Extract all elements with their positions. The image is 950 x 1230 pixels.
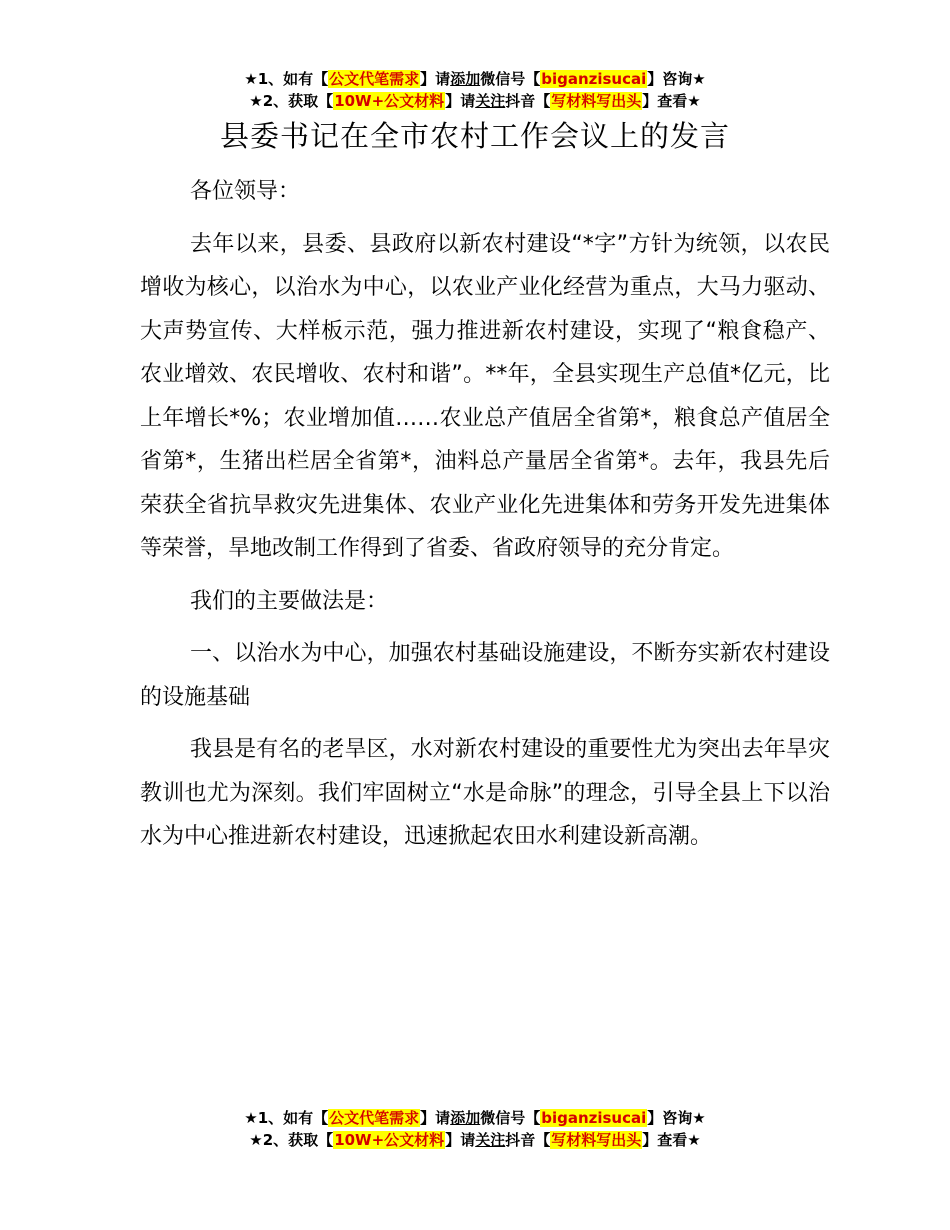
promo-underline: 关注: [475, 92, 506, 110]
promo-text: ★1、如有【: [244, 70, 329, 88]
promo-underline: 添加: [450, 70, 481, 88]
paragraph: 我县是有名的老旱区，水对新农村建设的重要性尤为突出去年旱灾教训也尤为深刻。我们牢固树立“水是命脉”的理念，引导全县上下以治水为中心推进新农村建设，迅速掀起农田水利建设新高潮。: [140, 737, 830, 849]
salutation: 各位领导：: [190, 179, 301, 204]
promo-text: 微信号【: [480, 1109, 541, 1127]
promo-highlight: 公文代笔需求: [329, 70, 420, 88]
promo-text: 】查看★: [642, 1131, 701, 1149]
promo-text: ★2、获取【: [249, 92, 334, 110]
promo-line-1: [0, 68, 950, 90]
promo-highlight: 写材料写出头: [551, 92, 642, 110]
promo-line-1: [0, 1107, 950, 1129]
document-title: 县委书记在全市农村工作会议上的发言: [219, 119, 730, 153]
promo-line-2: [0, 90, 950, 112]
promo-text: 】请: [420, 70, 451, 88]
promo-text: 】咨询★: [647, 1109, 706, 1127]
promo-text: ★2、获取【: [249, 1131, 334, 1149]
footer-promo-banner: [0, 1107, 950, 1151]
promo-highlight: biganzisucai: [541, 1109, 647, 1127]
promo-highlight: 公文代笔需求: [329, 1109, 420, 1127]
promo-text: ★1、如有【: [244, 1109, 329, 1127]
paragraph: 我们的主要做法是：: [190, 588, 389, 614]
promo-text: 】咨询★: [647, 70, 706, 88]
promo-text: 】请: [445, 92, 476, 110]
promo-text: 抖音【: [505, 92, 551, 110]
promo-highlight: 10W+公文材料: [334, 1131, 445, 1149]
promo-highlight: 写材料写出头: [551, 1131, 642, 1149]
promo-highlight: biganzisucai: [541, 70, 647, 88]
document-body: [140, 170, 830, 868]
promo-text: 】请: [420, 1109, 451, 1127]
header-promo-banner: [0, 68, 950, 112]
section-heading: 一、以治水为中心，加强农村基础设施建设，不断夯实新农村建设的设施基础: [140, 641, 830, 710]
promo-text: 微信号【: [480, 70, 541, 88]
promo-underline: 关注: [475, 1131, 506, 1149]
paragraph: 去年以来，县委、县政府以新农村建设“*字”方针为统领，以农民增收为核心，以治水为中心，以农业产业化经营为重点，大马力驱动、大声势宣传、大样板示范，强力推进新农村建设，实现了“粮食稳产、农业增效、农民增收、农村和谐”。**年，全县实现生产总值*亿元，比上年增长*%；农业增加值……农业总产值居全省第*，粮食总产值居全省第*，生猪出栏居全省第*，油料总产量居全省第*。去年，我县先后荣获全省抗旱救灾先进集体、农业产业化先进集体和劳务开发先进集体等荣誉，旱地改制工作得到了省委、省政府领导的充分肯定。: [140, 231, 830, 561]
promo-line-2: [0, 1129, 950, 1151]
promo-text: 】查看★: [642, 92, 701, 110]
promo-text: 】请: [445, 1131, 476, 1149]
promo-underline: 添加: [450, 1109, 481, 1127]
promo-text: 抖音【: [505, 1131, 551, 1149]
promo-highlight: 10W+公文材料: [334, 92, 445, 110]
